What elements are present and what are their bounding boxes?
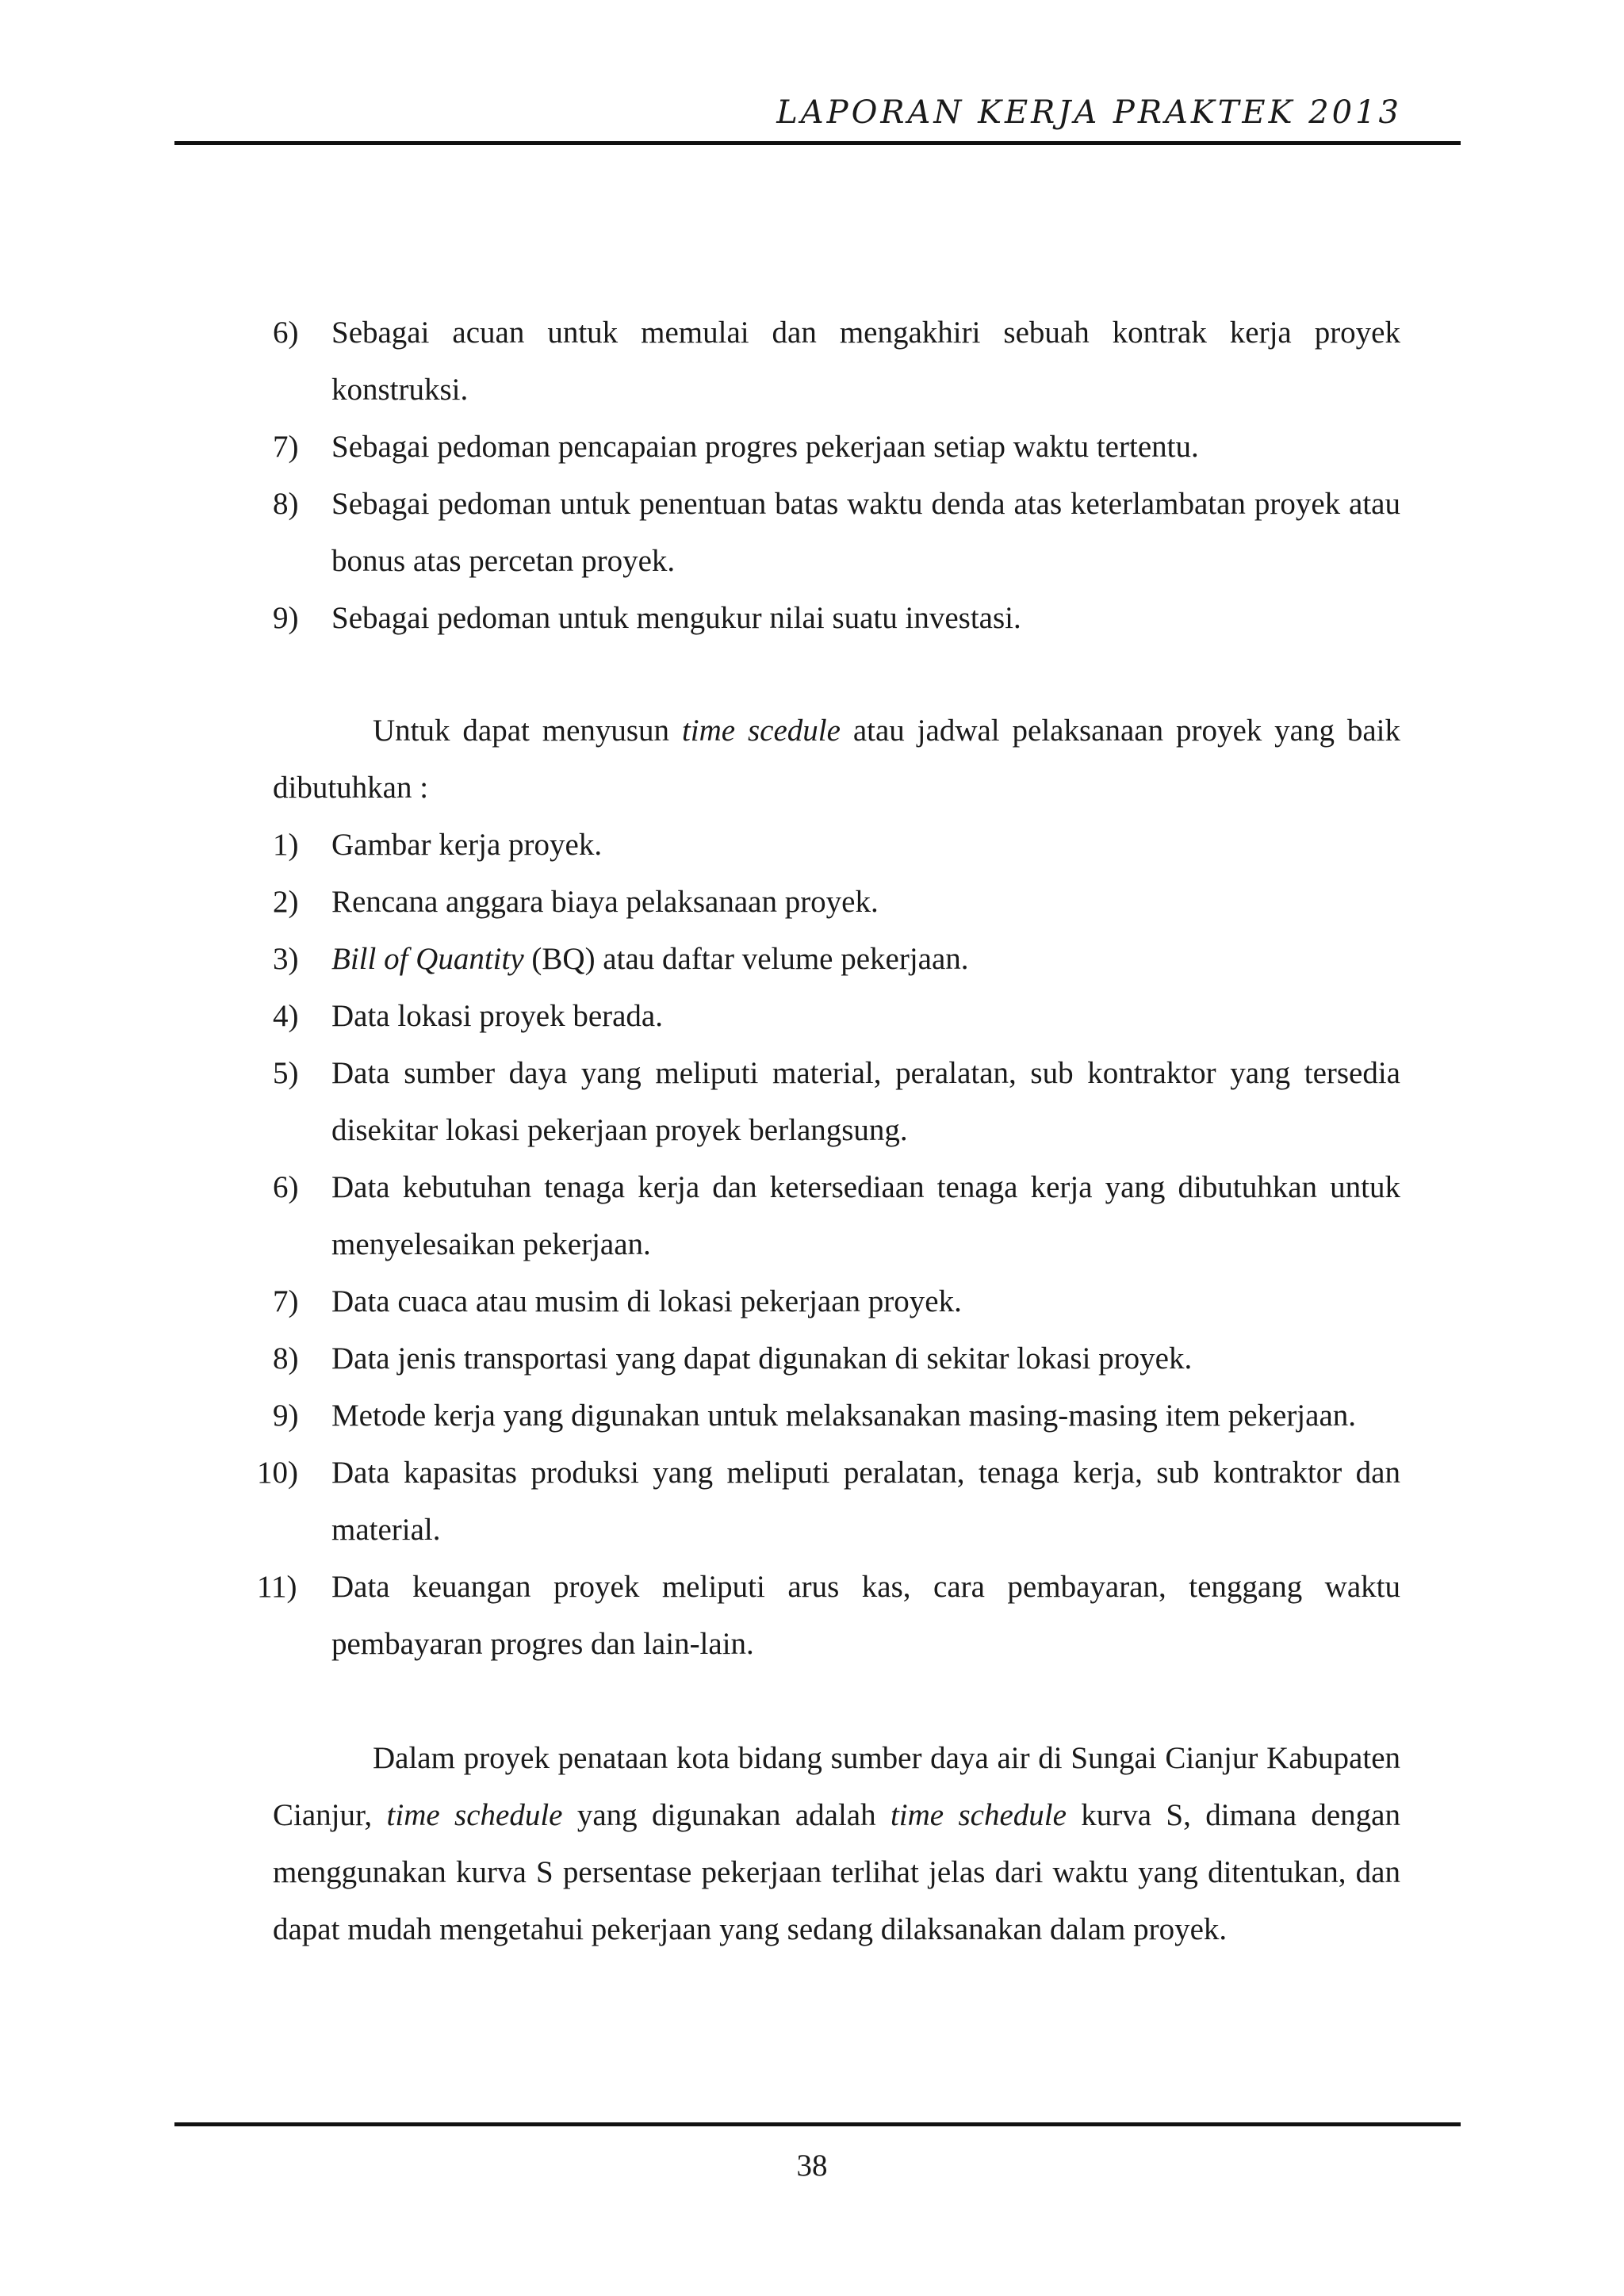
list-number: 9) bbox=[273, 601, 299, 635]
list-text: Data kebutuhan tenaga kerja dan ketersediaan tenaga kerja yang dibutuhkan untuk menyelesaikan pekerjaan. bbox=[331, 1170, 1400, 1261]
running-header: LAPORAN KERJA PRAKTEK 2013 bbox=[776, 94, 1402, 131]
list-item bbox=[273, 988, 1400, 1045]
list-item bbox=[257, 1445, 1400, 1559]
paragraph-italic: time scedule bbox=[681, 714, 841, 748]
list-number: 6) bbox=[273, 1170, 299, 1204]
list-item bbox=[273, 304, 1400, 419]
footer-rule bbox=[174, 2122, 1461, 2126]
list-number: 8) bbox=[273, 1341, 299, 1376]
intro-paragraph bbox=[273, 702, 1400, 817]
list-number: 3) bbox=[273, 942, 299, 976]
list-number: 9) bbox=[273, 1399, 299, 1433]
list-item bbox=[273, 1330, 1400, 1387]
list-number: 2) bbox=[273, 885, 299, 919]
list-text: Sebagai pedoman untuk penentuan batas waktu denda atas keterlambatan proyek atau bonus atas percetan proyek. bbox=[331, 487, 1400, 578]
list-text: Data keuangan proyek meliputi arus kas, cara pembayaran, tenggang waktu pembayaran progres dan lain-lain. bbox=[331, 1570, 1400, 1661]
list-item bbox=[273, 476, 1400, 590]
list-italic: Bill of Quantity bbox=[331, 942, 524, 976]
requirements-list bbox=[257, 817, 1400, 1673]
list-text: Sebagai pedoman pencapaian progres pekerjaan setiap waktu tertentu. bbox=[331, 430, 1199, 464]
list-item bbox=[273, 1045, 1400, 1159]
list-number: 11) bbox=[257, 1570, 297, 1604]
list-item bbox=[273, 931, 1400, 988]
list-text: Data jenis transportasi yang dapat digunakan di sekitar lokasi proyek. bbox=[331, 1341, 1193, 1376]
page-body bbox=[257, 304, 1400, 1958]
list-number: 6) bbox=[273, 316, 299, 350]
list-item bbox=[273, 874, 1400, 931]
list-item bbox=[273, 1387, 1400, 1445]
header-rule bbox=[174, 141, 1461, 145]
list-item bbox=[273, 590, 1400, 647]
list-number: 7) bbox=[273, 430, 299, 464]
list-item bbox=[273, 1159, 1400, 1273]
list-text: Gambar kerja proyek. bbox=[331, 828, 603, 862]
paragraph-text: kurva S, dimana dengan menggunakan kurva S persentase pekerjaan terlihat jelas dari waktu yang ditentukan, dan dapat mudah mengetahui pekerjaan yang sedang dilaksanakan dalam proyek. bbox=[273, 1798, 1400, 1946]
list-item bbox=[273, 1273, 1400, 1330]
list-number: 10) bbox=[257, 1456, 298, 1490]
paragraph-text: Dalam proyek penataan kota bidang sumber daya air di Sungai Cianjur Kabupaten Cianjur, bbox=[273, 1741, 1400, 1832]
list-text: Metode kerja yang digunakan untuk melaksanakan masing-masing item pekerjaan. bbox=[331, 1399, 1357, 1433]
list-item bbox=[273, 817, 1400, 874]
list-text: Sebagai acuan untuk memulai dan mengakhiri sebuah kontrak kerja proyek konstruksi. bbox=[331, 316, 1400, 407]
closing-paragraph bbox=[273, 1730, 1400, 1958]
list-number: 7) bbox=[273, 1284, 299, 1318]
list-item bbox=[273, 419, 1400, 476]
paragraph-text: Untuk dapat menyusun bbox=[373, 714, 682, 748]
paragraph-italic: time schedule bbox=[386, 1798, 563, 1832]
paragraph-text: atau jadwal pelaksanaan proyek yang baik dibutuhkan : bbox=[273, 714, 1400, 805]
paragraph-gap bbox=[273, 1673, 1400, 1730]
list-text: (BQ) atau daftar velume pekerjaan. bbox=[523, 942, 969, 976]
list-number: 8) bbox=[273, 487, 299, 521]
page-number: 38 bbox=[796, 2149, 828, 2183]
list-text: Data sumber daya yang meliputi material, peralatan, sub kontraktor yang tersedia disekitar lokasi pekerjaan proyek berlangsung. bbox=[331, 1056, 1400, 1147]
benefits-list bbox=[273, 304, 1400, 647]
list-number: 4) bbox=[273, 999, 299, 1033]
list-text: Rencana anggara biaya pelaksanaan proyek. bbox=[331, 885, 879, 919]
paragraph-italic: time schedule bbox=[890, 1798, 1067, 1832]
list-number: 5) bbox=[273, 1056, 299, 1090]
list-item bbox=[257, 1559, 1400, 1673]
list-text: Sebagai pedoman untuk mengukur nilai suatu investasi. bbox=[331, 601, 1021, 635]
list-text: Data kapasitas produksi yang meliputi peralatan, tenaga kerja, sub kontraktor dan material. bbox=[331, 1456, 1400, 1547]
list-text: Data cuaca atau musim di lokasi pekerjaan proyek. bbox=[331, 1284, 962, 1318]
list-text: Data lokasi proyek berada. bbox=[331, 999, 663, 1033]
paragraph-text: yang digunakan adalah bbox=[562, 1798, 891, 1832]
list-number: 1) bbox=[273, 828, 299, 862]
paragraph-gap bbox=[273, 647, 1400, 702]
